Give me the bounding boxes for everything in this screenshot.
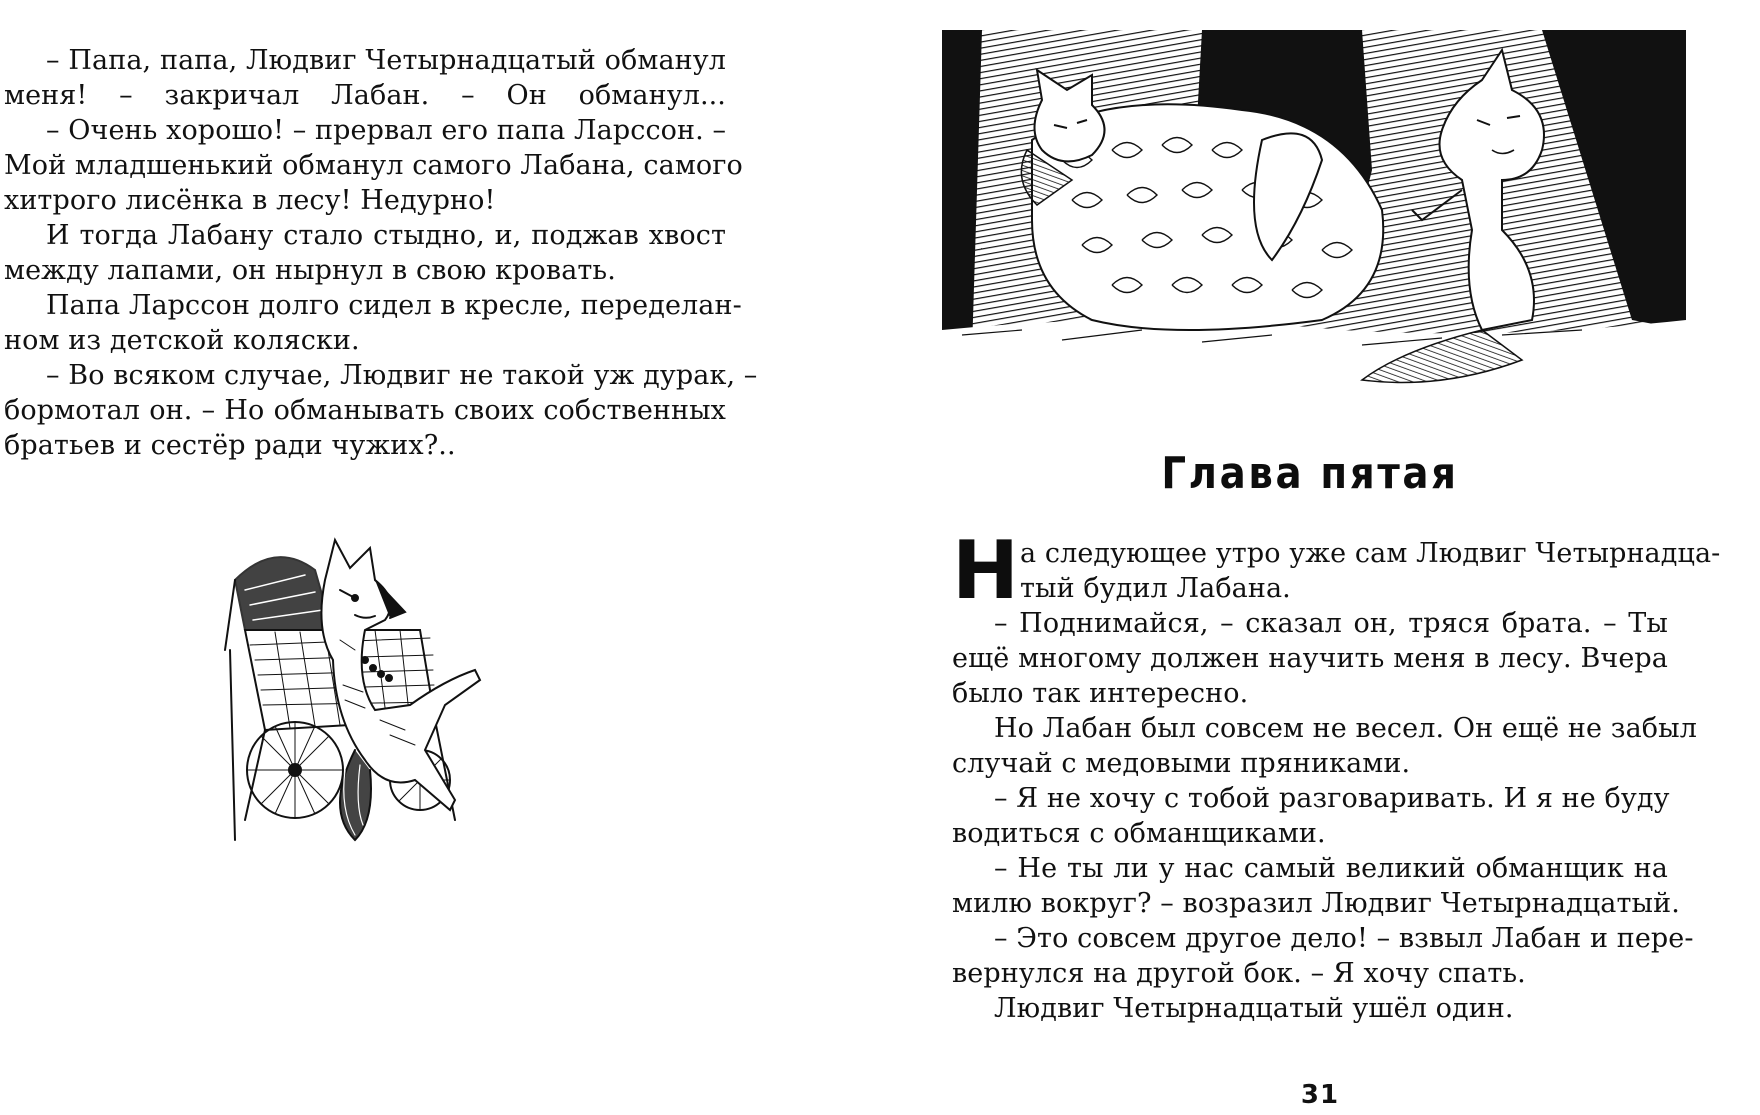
text-line: – Это совсем другое дело! – взвыл Лабан и пере-: [994, 923, 1694, 954]
fox-in-pram-chair-illustration: [205, 520, 535, 850]
text-line: Мой младшенький обманул самого Лабана, самого: [4, 150, 743, 181]
text-line: ещё многому должен научить меня в лесу. Вчера: [952, 643, 1668, 674]
text-line: а следующее утро уже сам Людвиг Четырнадца-: [1020, 538, 1721, 569]
text-line: – Очень хорошо! – прервал его папа Ларссон. –: [46, 115, 727, 146]
text-line: – Во всяком случае, Людвиг не такой уж дурак, –: [46, 360, 758, 391]
text-line: вернулся на другой бок. – Я хочу спать.: [952, 958, 1526, 989]
text-line: было так интересно.: [952, 678, 1249, 709]
drop-cap: Н: [952, 524, 1019, 617]
text-line: водиться с обманщиками.: [952, 818, 1326, 849]
text-line: – Поднимайся, – сказал он, тряся брата. – Ты: [994, 608, 1668, 639]
text-line: меня! – закричал Лабан. – Он обманул...: [4, 80, 726, 111]
text-line: Но Лабан был совсем не весел. Он ещё не забыл: [994, 713, 1697, 744]
text-line: Людвиг Четырнадцатый ушёл один.: [994, 993, 1514, 1024]
text-line: тый будил Лабана.: [1020, 573, 1291, 604]
text-line: ном из детской коляски.: [4, 325, 360, 356]
foxes-in-burrow-illustration: [942, 30, 1686, 398]
text-line: бормотал он. – Но обманывать своих собственных: [4, 395, 726, 426]
text-line: И тогда Лабану стало стыдно, и, поджав хвост: [46, 220, 726, 251]
right-page: [880, 0, 1760, 1115]
page-number: 31: [1300, 1080, 1340, 1110]
text-line: Папа Ларссон долго сидел в кресле, переделан-: [46, 290, 742, 321]
text-line: – Я не хочу с тобой разговаривать. И я не буду: [994, 783, 1670, 814]
text-line: хитрого лисёнка в лесу! Недурно!: [4, 185, 496, 216]
chapter-title: Глава пятая: [1161, 448, 1459, 499]
text-line: случай с медовыми пряниками.: [952, 748, 1411, 779]
text-line: милю вокруг? – возразил Людвиг Четырнадцатый.: [952, 888, 1680, 919]
text-line: братьев и сестёр ради чужих?..: [4, 430, 456, 461]
text-line: – Не ты ли у нас самый великий обманщик на: [994, 853, 1668, 884]
text-line: – Папа, папа, Людвиг Четырнадцатый обманул: [46, 45, 726, 76]
left-page-text: [4, 43, 758, 463]
text-line: между лапами, он нырнул в свою кровать.: [4, 255, 616, 286]
right-page-text: [952, 524, 1721, 1026]
